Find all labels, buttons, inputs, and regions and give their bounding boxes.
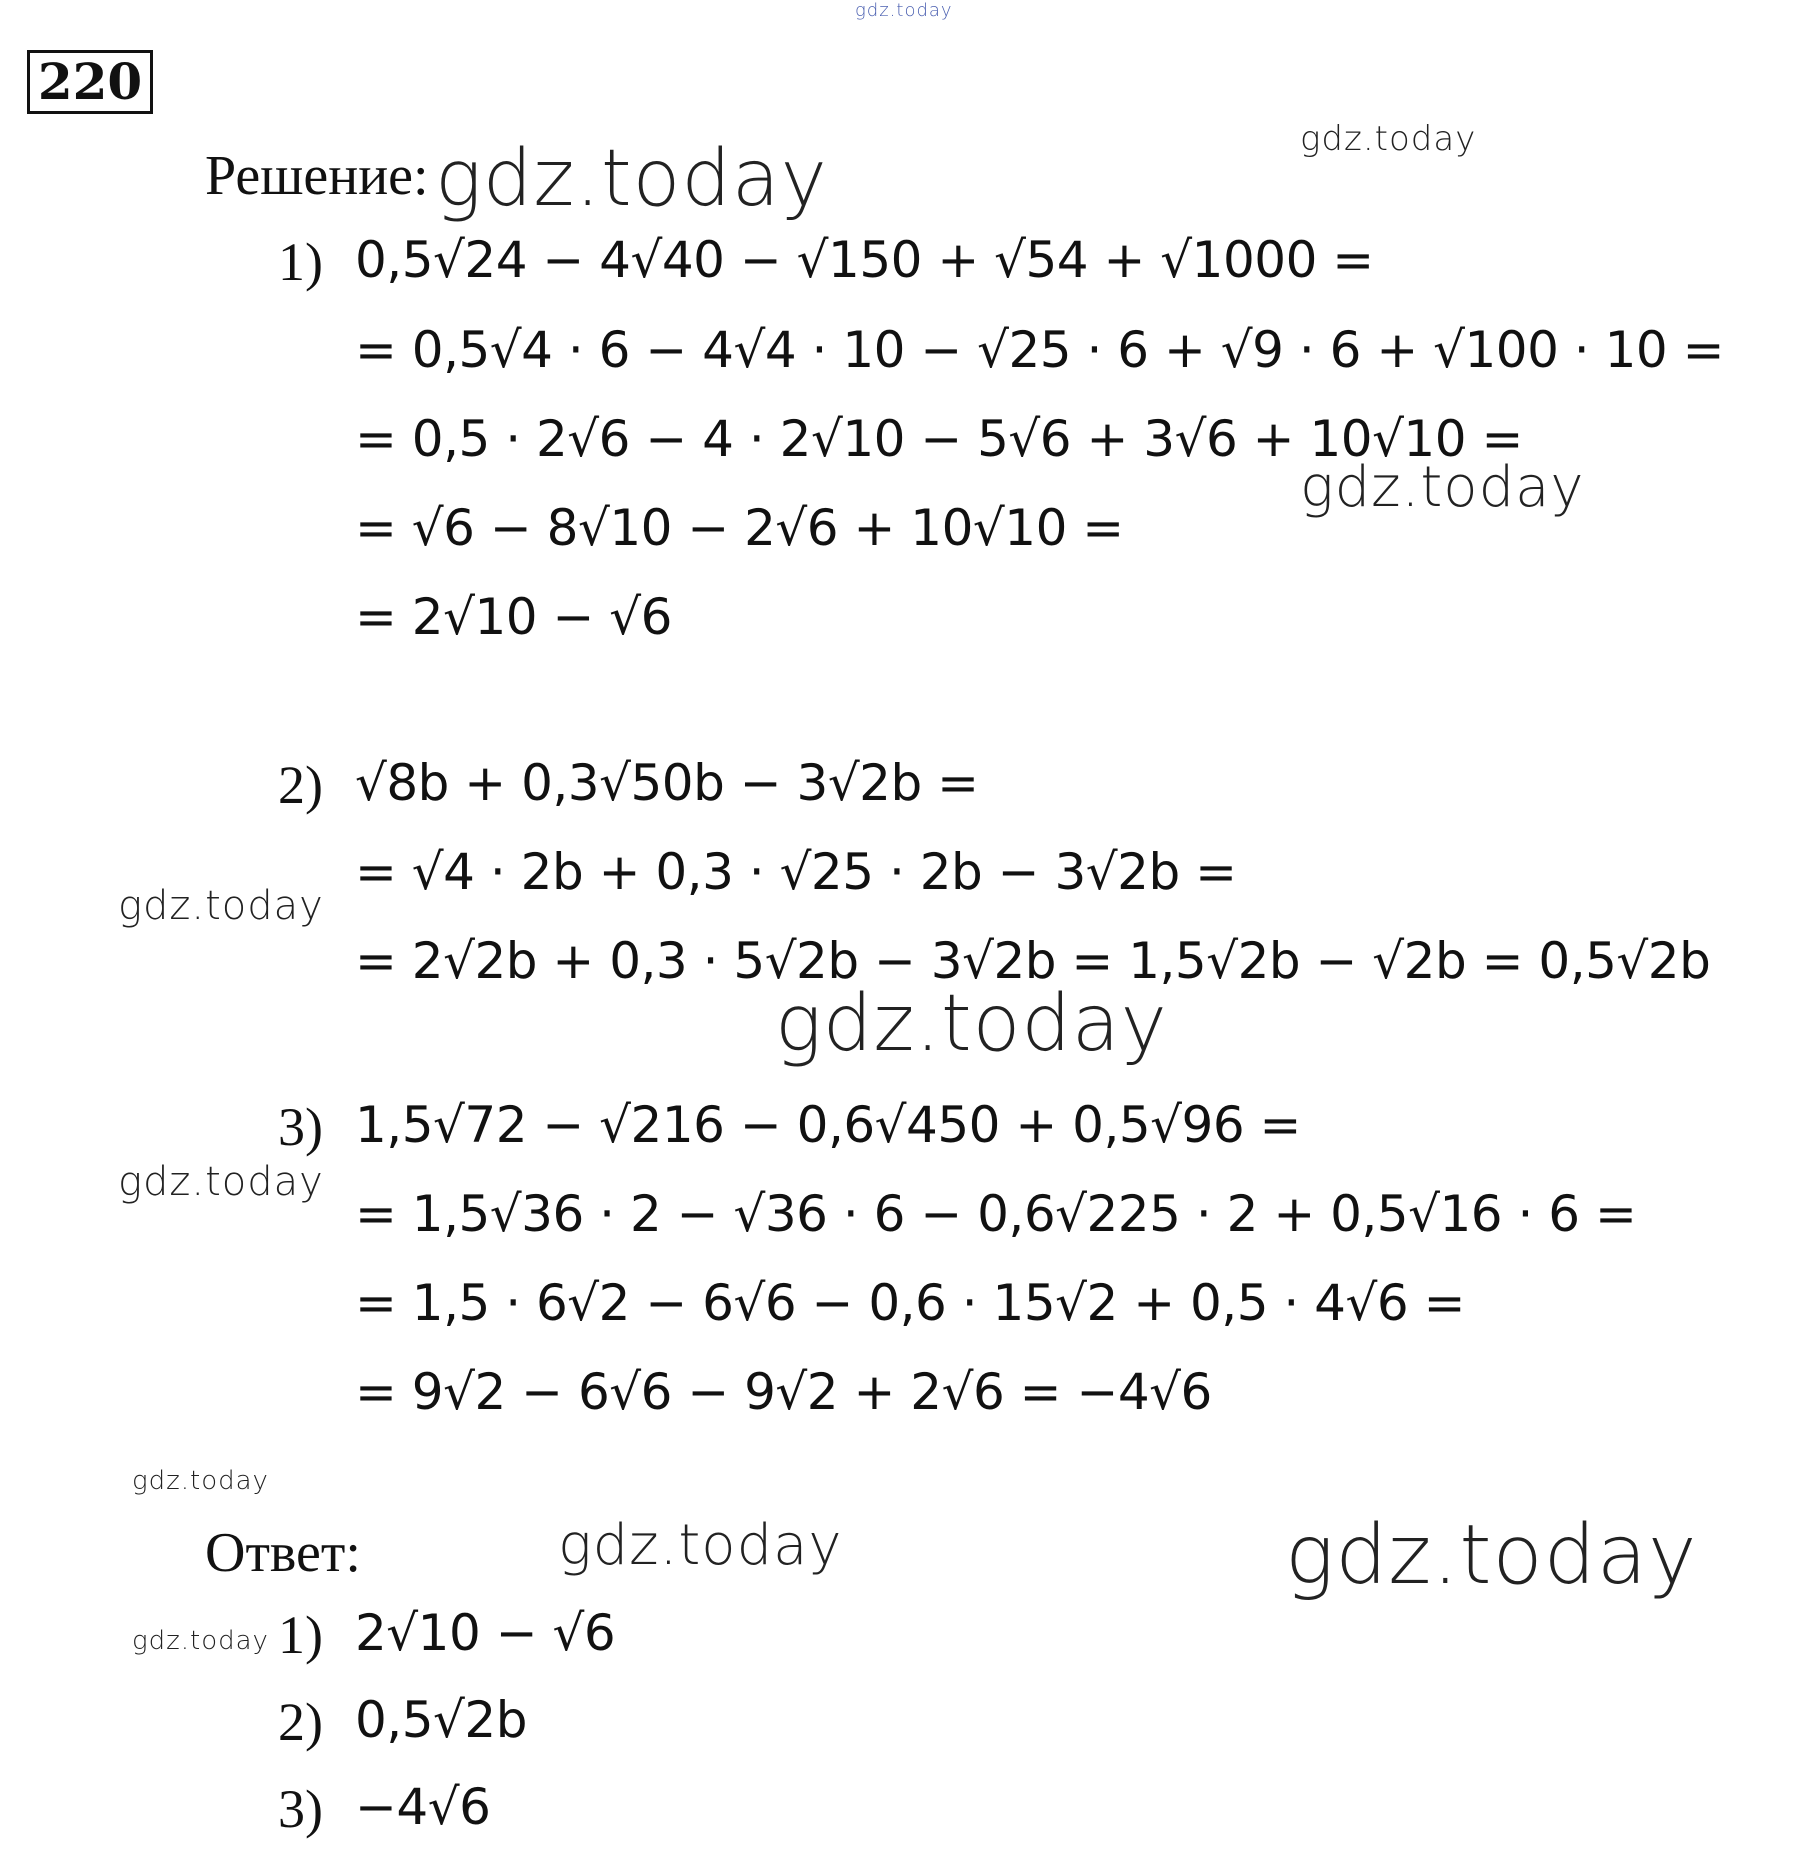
watermark: gdz.today <box>435 134 828 224</box>
answer-3-label: 3) <box>278 1779 323 1839</box>
part-3-label: 3) <box>278 1097 323 1157</box>
part-1-line-4: = √6 − 8√10 − 2√6 + 10√10 = <box>355 499 1124 557</box>
part-3-line-1: 1,5√72 − √216 − 0,6√450 + 0,5√96 = <box>355 1096 1301 1154</box>
answer-1-label: 1) <box>278 1605 323 1665</box>
watermark: gdz.today <box>1285 1508 1698 1603</box>
part-3-line-3: = 1,5 · 6√2 − 6√6 − 0,6 · 15√2 + 0,5 · 4√6 = <box>355 1274 1465 1332</box>
watermark: gdz.today <box>118 883 324 929</box>
answer-1-value: 2√10 − √6 <box>355 1604 616 1662</box>
answer-heading: Ответ: <box>205 1522 361 1584</box>
part-2-line-2: = √4 · 2b + 0,3 · √25 · 2b − 3√2b = <box>355 843 1237 901</box>
part-3-line-2: = 1,5√36 · 2 − √36 · 6 − 0,6√225 · 2 + 0,5√16 · 6 = <box>355 1185 1637 1243</box>
watermark: gdz.today <box>1300 455 1585 520</box>
part-1-label: 1) <box>278 232 323 292</box>
part-1-line-2: = 0,5√4 · 6 − 4√4 · 10 − √25 · 6 + √9 · 6 + √100 · 10 = <box>355 321 1725 379</box>
part-2-line-3: = 2√2b + 0,3 · 5√2b − 3√2b = 1,5√2b − √2b = 0,5√2b <box>355 932 1711 990</box>
part-2-label: 2) <box>278 755 323 815</box>
part-3-line-4: = 9√2 − 6√6 − 9√2 + 2√6 = −4√6 <box>355 1363 1212 1421</box>
answer-2-value: 0,5√2b <box>355 1691 527 1749</box>
watermark: gdz.today <box>118 1159 324 1205</box>
answer-3-value: −4√6 <box>355 1778 491 1836</box>
watermark: gdz.today <box>855 0 953 21</box>
solution-heading: Решение: <box>205 145 429 207</box>
problem-number: 220 <box>27 50 153 114</box>
watermark: gdz.today <box>132 1466 269 1496</box>
part-1-line-1: 0,5√24 − 4√40 − √150 + √54 + √1000 = <box>355 231 1374 289</box>
watermark: gdz.today <box>1300 119 1477 159</box>
part-1-line-5: = 2√10 − √6 <box>355 588 672 646</box>
part-1-line-3: = 0,5 · 2√6 − 4 · 2√10 − 5√6 + 3√6 + 10√10 = <box>355 410 1523 468</box>
watermark: gdz.today <box>558 1513 843 1578</box>
part-2-line-1: √8b + 0,3√50b − 3√2b = <box>355 754 979 812</box>
watermark: gdz.today <box>132 1626 269 1656</box>
answer-2-label: 2) <box>278 1692 323 1752</box>
watermark: gdz.today <box>775 979 1168 1069</box>
